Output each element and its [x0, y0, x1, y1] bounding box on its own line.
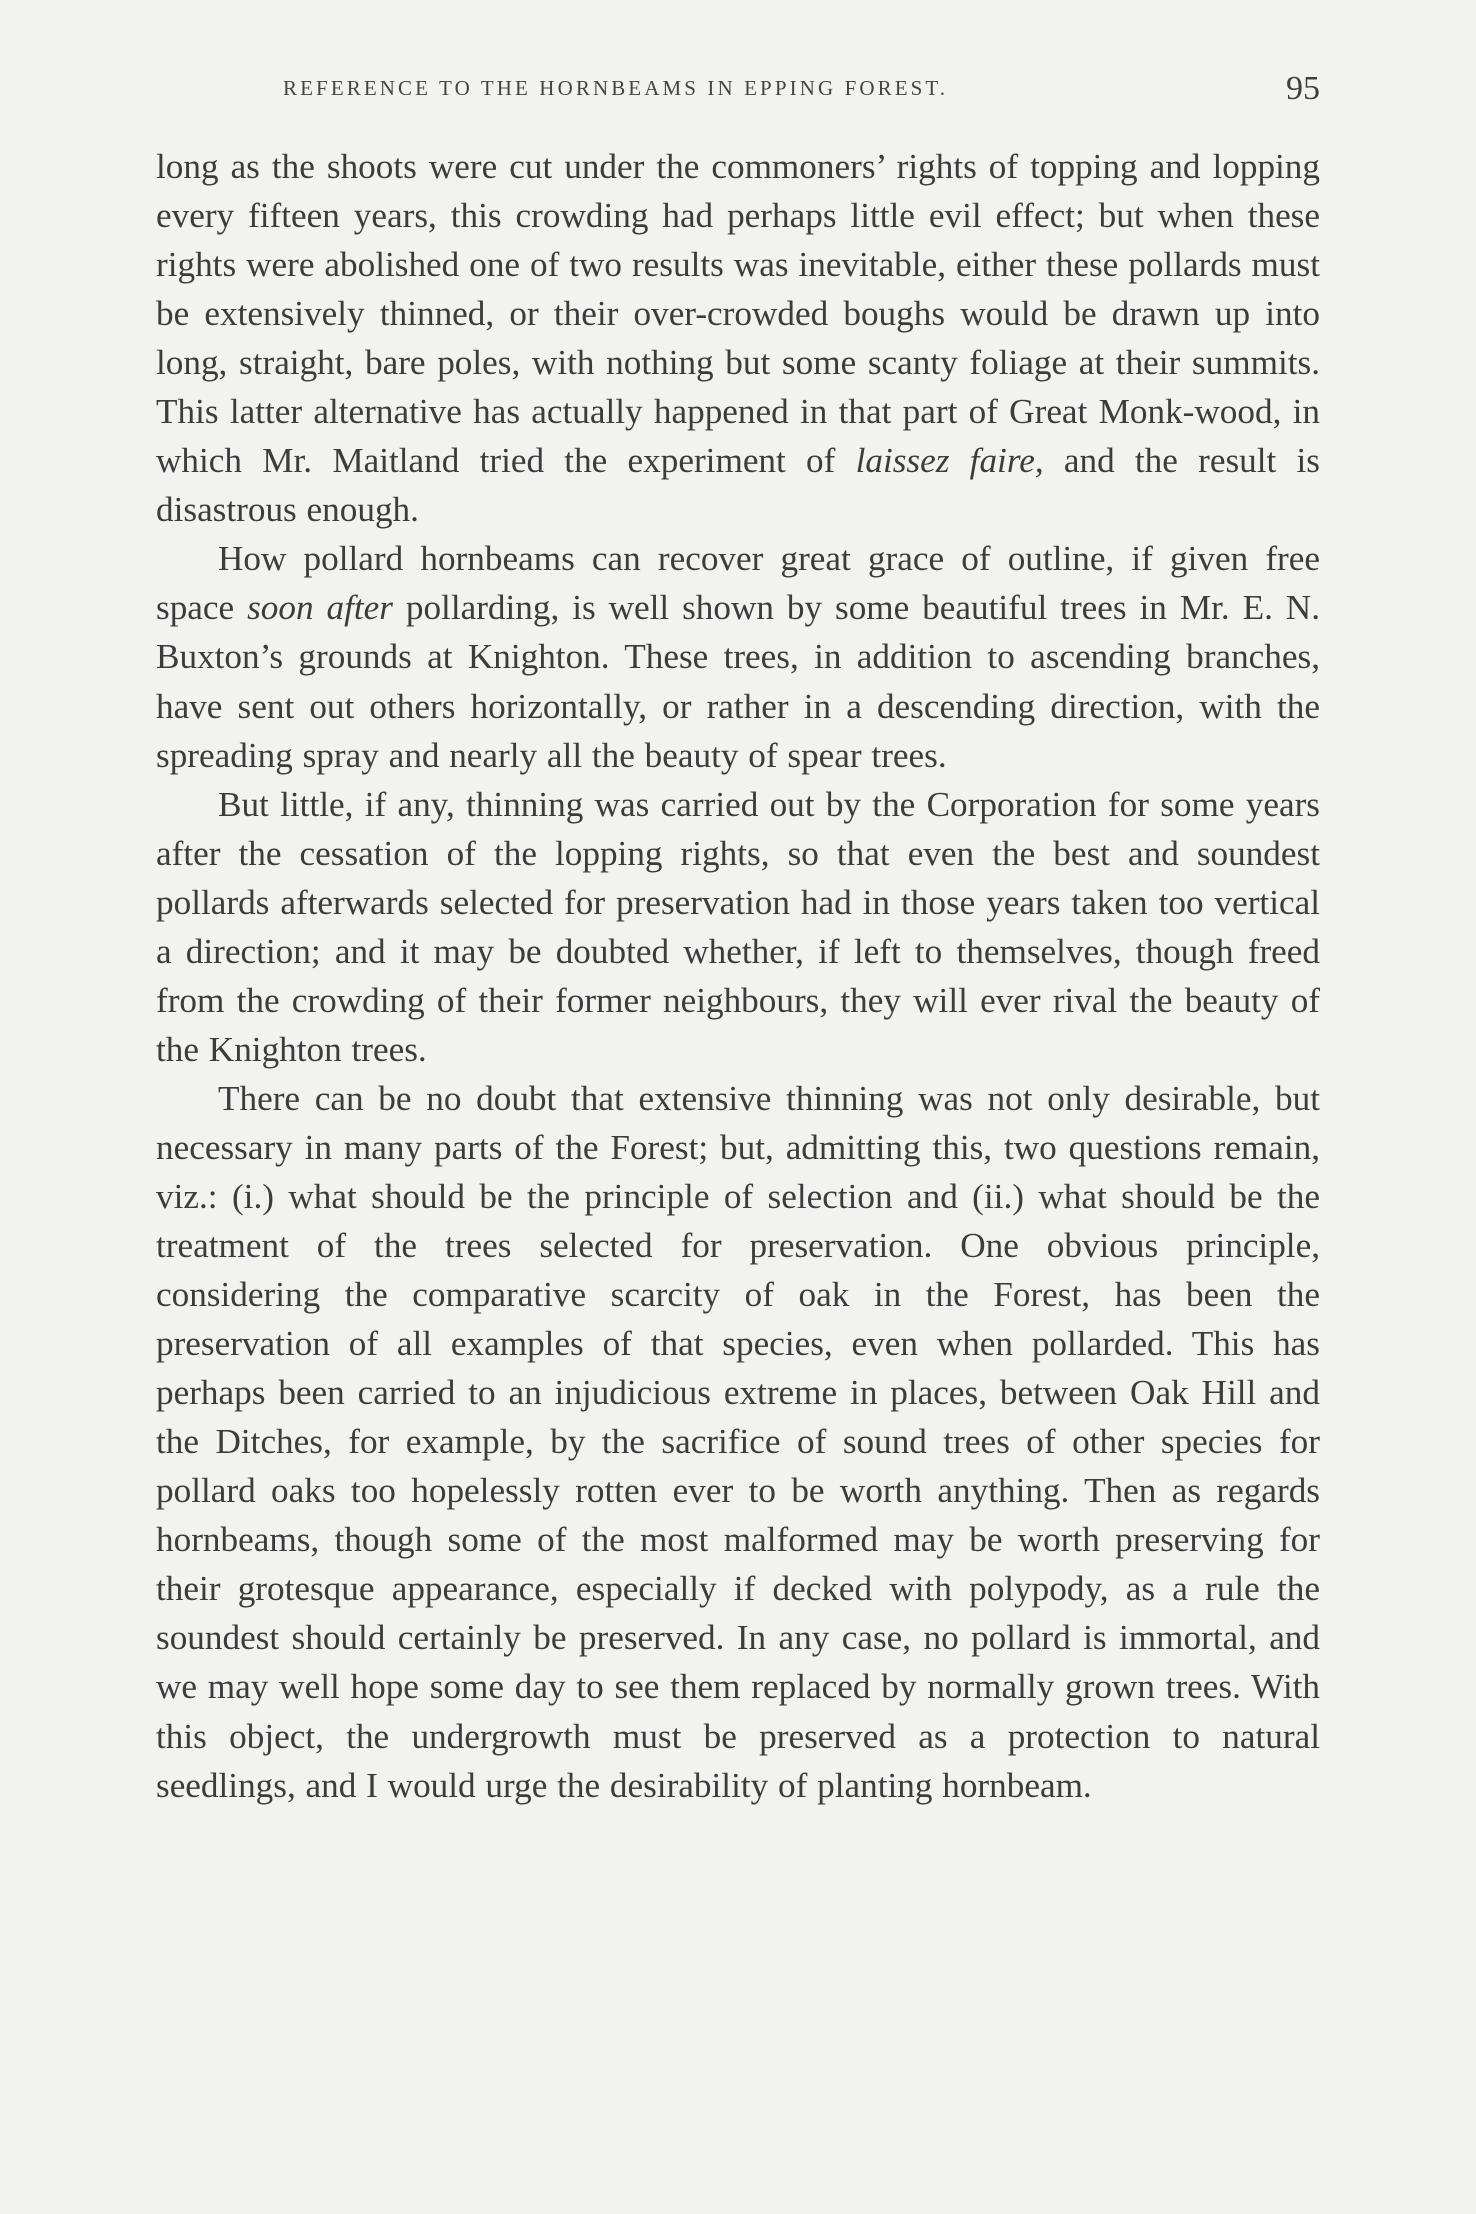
running-title: REFERENCE TO THE HORNBEAMS IN EPPING FOREST. — [283, 76, 949, 100]
paragraph-2-lead: How pollard hornbeams can recover great grace of outline, if given free space — [156, 539, 1320, 628]
paragraph-1 — [156, 142, 1320, 534]
page-number: 95 — [1286, 70, 1320, 107]
paragraph-4-text: There can be no doubt that extensive thinning was not only desirable, but necessary in many parts of the Forest; but, admitting this, two questions remain, viz.: (i.) what should be the principle of selection and (ii.) what should be the treatment of the trees selected for preservation. One obvious principle, considering the comparative scarcity of oak in the Forest, has been the preservation of all examples of that species, even when pollarded. This has perhaps been carried to an injudicious extreme in places, between Oak Hill and the Ditches, for example, by the sacrifice of sound trees of other species for pollard oaks too hopelessly rotten ever to be worth anything. Then as regards hornbeams, though some of the most malformed may be worth preserving for their grotesque appearance, especially if decked with polypody, as a rule the soundest should certainly be preserved. In any case, no pollard is immortal, and we may well hope some day to see them replaced by normally grown trees. With this object, the undergrowth must be preserved as a protection to natural seedlings, and I would urge the desirability of planting hornbeam. — [156, 1078, 1320, 1805]
paragraph-2 — [156, 534, 1320, 779]
paragraph-2-tail: pollarding, is well shown by some beautiful trees in Mr. E. N. Buxton’s grounds at Knighton. These trees, in addition to ascending branches, have sent out others horizontally, or rather in a descending direction, with the spreading spray and nearly all the beauty of spear trees. — [156, 588, 1321, 775]
paragraph-1-italic: laissez faire, — [855, 441, 1044, 481]
paragraph-3 — [156, 780, 1320, 1074]
running-head — [160, 70, 1320, 114]
paragraph-2-italic: soon after — [247, 588, 393, 628]
paragraph-4 — [156, 1074, 1320, 1810]
paragraph-1-text: long as the shoots were cut under the commoners’ rights of topping and lopping every fifteen years, this crowding had perhaps little evil effect; but when these rights were abolished one of two results was inevitable, either these pollards must be extensively thinned, or their over-crowded boughs would be drawn up into long, straight, bare poles, with nothing but some scanty foliage at their summits. This latter alternative has actually happened in that part of Great Monk-wood, in which Mr. Maitland tried the experiment of — [156, 147, 1320, 481]
paragraph-3-text: But little, if any, thinning was carried out by the Corporation for some years after the cessation of the lopping rights, so that even the best and soundest pollards afterwards selected for preservation had in those years taken too vertical a direction; and it may be doubted whether, if left to themselves, though freed from the crowding of their former neighbours, they will ever rival the beauty of the Knighton trees. — [156, 784, 1320, 1069]
paragraph-1-tail: and the result is disastrous enough. — [156, 441, 1320, 530]
body-text — [156, 142, 1320, 1810]
